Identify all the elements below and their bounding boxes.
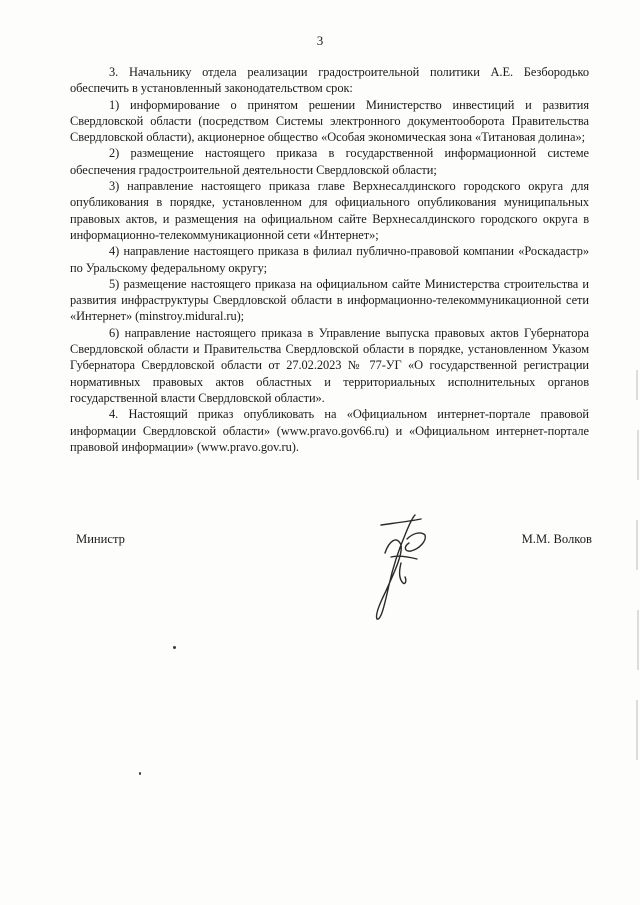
subitem-2-gisogd: 2) размещение настоящего приказа в государственной информационной системе обеспечения градостроительной деятельности Свердловской области; xyxy=(70,146,589,177)
signatory-title: Министр xyxy=(76,532,125,546)
scan-speck xyxy=(173,646,176,649)
signatory-name: М.М. Волков xyxy=(521,532,592,546)
signature-stroke xyxy=(405,533,425,551)
paragraph-item-4: 4. Настоящий приказ опубликовать на «Официальном интернет-портале правовой информации Свердловской области» (www.pravo.gov66.ru) и «Официальном интернет-портале правовой информации» (www.pravo.gov.ru). xyxy=(70,407,589,454)
signature-stroke xyxy=(376,515,415,619)
signature-stroke xyxy=(381,519,421,525)
scan-speck xyxy=(139,772,141,775)
subitem-5-ministry-site: 5) размещение настоящего приказа на официальном сайте Министерства строительства и развития инфраструктуры Свердловской области в информационно-телекоммуникационной сети «Интернет» (minstroy.midural.ru); xyxy=(70,276,589,324)
scan-edge-artifact xyxy=(634,360,640,780)
paragraph-item-3: 3. Начальнику отдела реализации градостроительной политики А.Е. Безбородько обеспечить в установленный законодательством срок: xyxy=(70,65,589,96)
subitem-6-legal-acts-office: 6) направление настоящего приказа в Управление выпуска правовых актов Губернатора Свердловской области и Правительства Свердловской области в порядке, установленном Указом Губернатора Свердловской области от 27.02.2023 № 77-УГ «О государственной регистрации нормативных правовых актов областных и территориальных исполнительных органов государственной власти Свердловской области». xyxy=(70,325,589,405)
subitem-3-municipal-publication: 3) направление настоящего приказа главе Верхнесалдинского городского округа для опубликования в порядке, установленном для официального опубликования муниципальных правовых актов, и размещения на официальном сайте Верхнесалдинского городского округа в информационно-телекоммуникационной сети «Интернет»; xyxy=(70,179,589,242)
page-number: 3 xyxy=(316,33,324,48)
signature-stroke xyxy=(400,563,406,584)
document-body xyxy=(70,64,589,455)
subitem-1-notification: 1) информирование о принятом решении Министерство инвестиций и развития Свердловской области (посредством Системы электронного документооборота Правительства Свердловской области), акционерное общество «Особая экономическая зона «Титановая долина»; xyxy=(70,97,589,145)
subitem-4-roskadastr: 4) направление настоящего приказа в филиал публично-правовой компании «Роскадастр» по Уральскому федеральному округу; xyxy=(70,244,589,275)
handwritten-signature xyxy=(355,505,445,625)
signature-stroke xyxy=(391,556,417,559)
